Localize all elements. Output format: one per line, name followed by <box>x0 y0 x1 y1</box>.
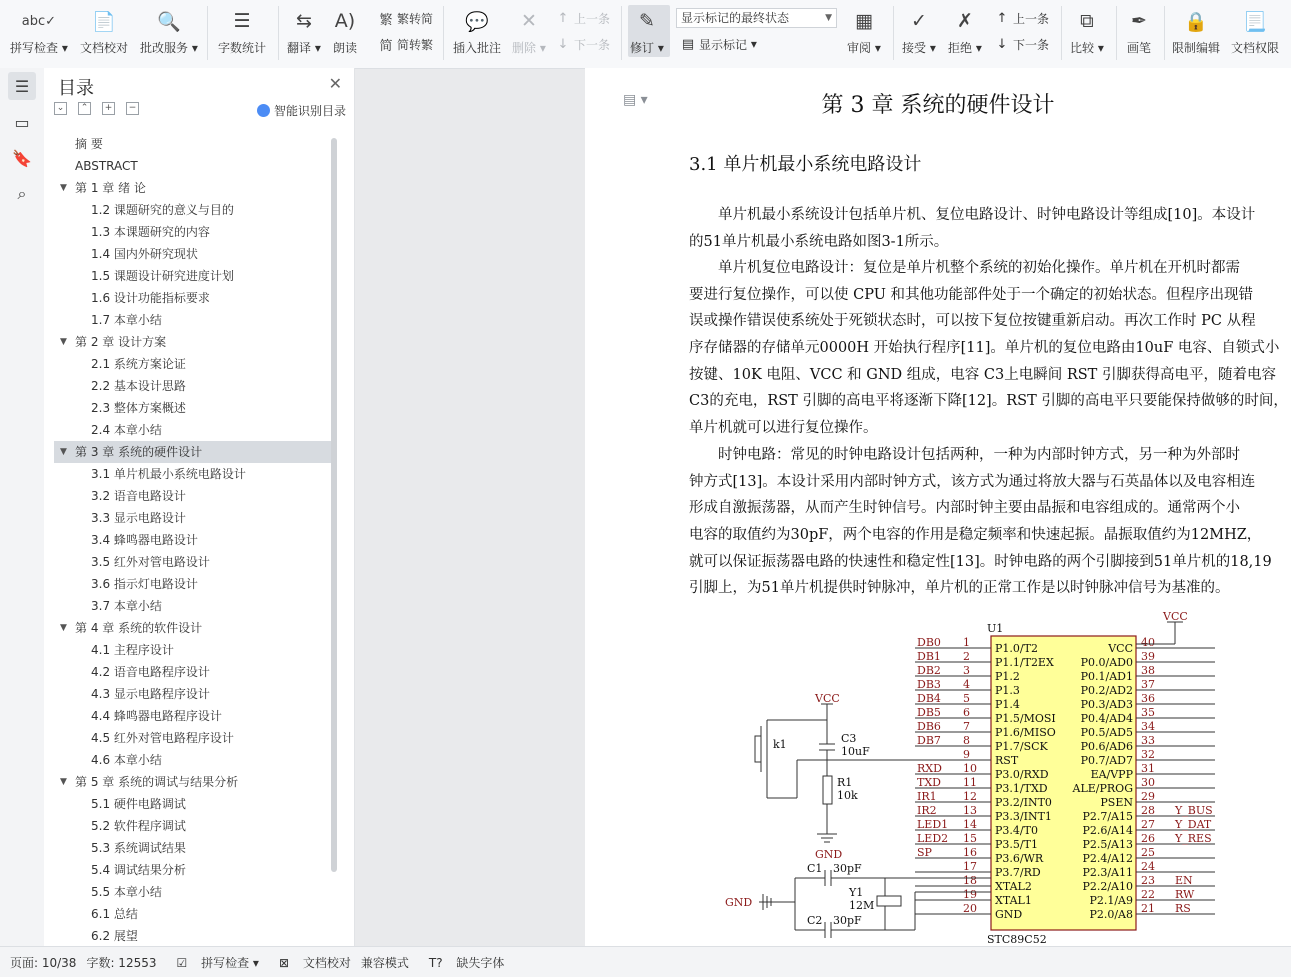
toc-item[interactable] <box>54 375 334 397</box>
simp-trad-icon: 简 <box>379 38 393 54</box>
pin-number: 5 <box>963 692 970 705</box>
proof-icon: ⊠ <box>278 955 290 970</box>
pin-number: 7 <box>963 720 970 733</box>
pin-number: 30 <box>1141 776 1155 789</box>
prev-comment-button[interactable]: ↑ 上一条 <box>555 8 610 28</box>
toc-item[interactable] <box>54 639 334 661</box>
toc-item-label: 5.4 调试结果分析 <box>91 863 186 877</box>
status-spellcheck[interactable]: ☑ 拼写检查 ▾ <box>176 955 259 970</box>
status-bar <box>0 946 1291 977</box>
pin-name: P0.3/AD3 <box>1080 698 1133 711</box>
comment-delete-icon: ✕ <box>520 10 537 32</box>
pin-number: 11 <box>963 776 977 789</box>
nav-rail <box>0 68 45 946</box>
document-page <box>585 68 1291 946</box>
toc-item[interactable] <box>54 903 334 925</box>
net-label: DB3 <box>917 678 941 691</box>
toc-item-label: 3.1 单片机最小系统电路设计 <box>91 467 246 481</box>
toc-scrollbar[interactable] <box>331 138 337 872</box>
toc-item-label: 2.2 基本设计思路 <box>91 379 186 393</box>
bookmark-icon[interactable]: 🔖 <box>12 148 32 168</box>
c1-label: C1 <box>807 862 823 875</box>
toc-item-label: 3.6 指示灯电路设计 <box>91 577 198 591</box>
toc-item-label: 第 5 章 系统的调试与结果分析 <box>75 775 239 789</box>
pin-number: 20 <box>963 902 977 915</box>
pin-number: 9 <box>963 748 970 761</box>
toc-item[interactable] <box>54 485 334 507</box>
pin-number: 37 <box>1141 678 1155 691</box>
net-label: LED2 <box>917 832 949 845</box>
pin-name: XTAL1 <box>995 894 1032 907</box>
toc-item-label: 4.6 本章小结 <box>91 753 162 767</box>
pin-name: P3.4/T0 <box>995 824 1038 837</box>
toc-item-label: 5.3 系统调试结果 <box>91 841 186 855</box>
close-icon[interactable]: ✕ <box>328 74 342 93</box>
pin-number: 26 <box>1141 832 1155 845</box>
pin-name: P3.2/INT0 <box>995 796 1052 809</box>
chevron-down-icon[interactable]: ▼ <box>60 447 67 457</box>
toc-item[interactable] <box>54 265 334 287</box>
toc-item-label: 3.7 本章小结 <box>91 599 162 613</box>
pin-name: P0.1/AD1 <box>1080 670 1133 683</box>
pin-name: P0.4/AD4 <box>1080 712 1133 725</box>
reject-icon: ✗ <box>956 10 973 32</box>
page-indicator[interactable]: 页面: 10/38 <box>10 955 77 970</box>
pin-name: P1.4 <box>995 698 1020 711</box>
accept-icon: ✓ <box>910 10 927 32</box>
y1-value: 12M <box>849 899 875 912</box>
insert-comment-button[interactable]: 💬 插入批注 <box>453 3 501 63</box>
toc-item-label: 摘 要 <box>75 137 103 151</box>
toc-item[interactable] <box>54 727 334 749</box>
toc-item[interactable] <box>54 529 334 551</box>
accept-button[interactable]: ✓ 接受 ▾ <box>902 3 936 63</box>
status-proof[interactable]: ⊠ 文档校对 <box>278 955 351 970</box>
next-change-icon: ↓ <box>996 36 1008 52</box>
prev-change-icon: ↑ <box>996 10 1008 26</box>
trad-simp-icon: 繁 <box>379 12 393 28</box>
check-icon: ☑ <box>176 955 188 970</box>
doc-proof-icon: 📄 <box>92 10 116 33</box>
compat-mode: 兼容模式 <box>360 955 409 970</box>
gnd-label-clock: GND <box>725 896 753 909</box>
toc-item-label: 2.4 本章小结 <box>91 423 162 437</box>
net-label: RS <box>1175 902 1191 915</box>
net-label: Y_DAT <box>1175 818 1212 831</box>
pin-number: 8 <box>963 734 970 747</box>
reject-button[interactable]: ✗ 拒绝 ▾ <box>948 3 982 63</box>
paragraph-line: 钟方式[13]。本设计采用内部时钟方式，该方式为通过将放大器与石英晶体以及电容相连 <box>689 473 1256 490</box>
restrict-edit-button[interactable]: 🔒 限制编辑 <box>1172 3 1220 63</box>
toc-item[interactable] <box>54 771 334 793</box>
pin-number: 21 <box>1141 902 1155 915</box>
paragraph-line: 要进行复位操作，可以使 CPU 和其他功能部件处于一个确定的初始状态。但程序出现错 <box>689 286 1254 303</box>
pin-name: P1.6/MISO <box>995 726 1056 739</box>
toc-item-label: 2.1 系统方案论证 <box>91 357 186 371</box>
toc-item[interactable] <box>54 837 334 859</box>
toc-item[interactable] <box>54 551 334 573</box>
pin-name: P2.5/A13 <box>1082 838 1133 851</box>
lock-doc-icon: 🔒 <box>1184 10 1208 33</box>
toc-item[interactable] <box>54 617 334 639</box>
toc-item-label: 4.1 主程序设计 <box>91 643 174 657</box>
toc-title: 目录 <box>58 78 94 99</box>
pin-number: 6 <box>963 706 970 719</box>
pin-name: P2.0/A8 <box>1089 908 1133 921</box>
crystal-y1 <box>877 896 901 906</box>
compare-button[interactable]: ⧉ 比较 ▾ <box>1070 3 1104 63</box>
toc-item-label: 2.3 整体方案概述 <box>91 401 186 415</box>
toc-item[interactable] <box>54 661 334 683</box>
review-pane-button[interactable]: ▦ 审阅 ▾ <box>847 3 881 63</box>
chevron-down-icon: ▼ <box>825 13 832 23</box>
chevron-down-icon[interactable]: ▼ <box>60 183 67 193</box>
toc-item[interactable] <box>54 221 334 243</box>
net-label: EN <box>1175 874 1193 887</box>
toc-item[interactable] <box>54 881 334 903</box>
toc-item[interactable] <box>54 705 334 727</box>
net-label: RW <box>1175 888 1195 901</box>
pin-name: P2.1/A9 <box>1089 894 1133 907</box>
prev-change-button[interactable]: ↑ 上一条 <box>994 8 1049 28</box>
reset-key <box>755 736 761 762</box>
toc-item[interactable] <box>54 441 334 463</box>
pin-name: GND <box>995 908 1023 921</box>
next-comment-button[interactable]: ↓ 下一条 <box>555 34 610 54</box>
paragraph-line: 按键、10K 电阻、VCC 和 GND 组成，电容 C3上电瞬间 RST 引脚获得高电平，随着电容 <box>689 366 1276 383</box>
toc-item[interactable] <box>54 507 334 529</box>
pin-name: VCC <box>1108 642 1133 655</box>
chevron-down-icon[interactable]: ▼ <box>60 337 67 347</box>
toc-item-label: ABSTRACT <box>75 159 138 173</box>
pin-number: 2 <box>963 650 970 663</box>
pin-name: P3.5/T1 <box>995 838 1038 851</box>
c2-label: C2 <box>807 914 823 927</box>
toc-item[interactable] <box>54 793 334 815</box>
toc-item-label: 4.4 蜂鸣器电路程序设计 <box>91 709 222 723</box>
net-label: DB6 <box>917 720 941 733</box>
chip-ref: U1 <box>987 622 1004 635</box>
toc-item-label: 1.3 本课题研究的内容 <box>91 225 210 239</box>
pin-name: P0.5/AD5 <box>1080 726 1133 739</box>
pen-icon: ✒ <box>1131 10 1147 32</box>
pin-name: P2.6/A14 <box>1082 824 1133 837</box>
pin-number: 33 <box>1141 734 1155 747</box>
paragraph-line: 单片机就可以进行复位操作。 <box>689 420 878 437</box>
delete-comment-button[interactable]: ✕ 删除 ▾ <box>512 3 546 63</box>
paragraph-line: 就可以保证振荡器电路的快速性和稳定性[13]。时钟电路的两个引脚接到51单片机的18,19 <box>689 553 1272 570</box>
pin-number: 35 <box>1141 706 1155 719</box>
pin-number: 24 <box>1141 860 1155 873</box>
pin-number: 34 <box>1141 720 1155 733</box>
show-markup-icon: ▤ <box>681 36 695 52</box>
ribbon-toolbar <box>0 0 1291 69</box>
pin-name: P2.3/A11 <box>1082 866 1133 879</box>
add-heading-icon[interactable]: + <box>102 102 115 115</box>
review-service-button[interactable]: 🔍 批改服务 ▾ <box>140 3 198 63</box>
smart-toc-button[interactable]: 智能识别目录 <box>257 102 346 119</box>
y1-label: Y1 <box>849 886 864 899</box>
toc-item-label: 1.7 本章小结 <box>91 313 162 327</box>
ink-button[interactable]: ✒ 画笔 <box>1126 3 1152 63</box>
simp-to-trad-button[interactable]: 简 简转繁 <box>378 34 433 54</box>
pin-number: 1 <box>963 636 970 649</box>
read-aloud-button[interactable]: A) 朗读 <box>332 3 358 63</box>
chip-name: STC89C52 <box>987 933 1047 946</box>
vcc-label-right: VCC <box>1163 610 1188 623</box>
r1-value: 10k <box>837 789 858 802</box>
pin-name: P1.2 <box>995 670 1020 683</box>
read-aloud-icon: A) <box>334 10 356 32</box>
pin-number: 4 <box>963 678 970 691</box>
pin-number: 27 <box>1141 818 1155 831</box>
chevron-down-icon[interactable]: ▼ <box>60 777 67 787</box>
pin-number: 15 <box>963 832 977 845</box>
paragraph-line: 误或操作错误使系统处于死锁状态时，可以按下复位按键重新启动。再次工作时 PC 从程 <box>689 313 1256 330</box>
toc-item-label: 1.4 国内外研究现状 <box>91 247 198 261</box>
toc-item-label: 3.3 显示电路设计 <box>91 511 186 525</box>
toc-list <box>54 133 334 945</box>
section-title: 3.1 单片机最小系统电路设计 <box>689 154 922 175</box>
toc-item[interactable] <box>54 199 334 221</box>
c3-value: 10uF <box>841 745 870 758</box>
toc-item[interactable] <box>54 331 334 353</box>
paragraph-line: 引脚上，为51单片机提供时钟脉冲，单片机的正常工作是以时钟脉冲信号为基准的。 <box>689 580 1230 597</box>
pin-name: P0.0/AD0 <box>1080 656 1133 669</box>
review-service-icon: 🔍 <box>157 10 181 33</box>
pin-name: P0.2/AD2 <box>1080 684 1133 697</box>
toc-item-label: 3.5 红外对管电路设计 <box>91 555 210 569</box>
section-panel-icon[interactable]: ▭ <box>14 112 30 132</box>
pin-name: P1.7/SCK <box>995 740 1048 753</box>
net-label: RXD <box>917 762 942 775</box>
pin-name: XTAL2 <box>995 880 1032 893</box>
paragraph-line: 序存储器的存储单元0000H 开始执行程序[11]。单片机的复位电路由10uF 电容、自锁式小 <box>689 340 1280 357</box>
net-label: SP <box>917 846 932 859</box>
review-pane-icon: ▦ <box>854 10 873 32</box>
toc-item[interactable] <box>54 177 334 199</box>
font-icon: T? <box>428 955 443 970</box>
pin-name: P0.7/AD7 <box>1080 754 1133 767</box>
pin-number: 16 <box>963 846 977 859</box>
pin-number: 22 <box>1141 888 1155 901</box>
toc-item-label: 4.3 显示电路程序设计 <box>91 687 210 701</box>
toc-item-label: 6.1 总结 <box>91 907 138 921</box>
paragraph-1 <box>689 202 1291 255</box>
pin-number: 14 <box>963 818 977 831</box>
net-label: DB5 <box>917 706 941 719</box>
pin-number: 38 <box>1141 664 1155 677</box>
toc-item[interactable] <box>54 749 334 771</box>
k1-label: k1 <box>773 738 787 751</box>
pin-number: 13 <box>963 804 977 817</box>
c3-label: C3 <box>841 732 857 745</box>
toc-item[interactable] <box>54 573 334 595</box>
net-label: Y_RES <box>1175 832 1212 845</box>
doc-rights-icon: 📃 <box>1243 10 1267 33</box>
paragraph-line: 电容的取值约为30pF，两个电容的作用是稳定频率和快速起振。晶振取值约为12MHZ， <box>689 527 1262 544</box>
toc-panel <box>44 68 355 946</box>
pin-name: P2.4/A12 <box>1082 852 1133 865</box>
gnd-label-reset: GND <box>815 848 843 861</box>
net-label: DB2 <box>917 664 941 677</box>
pin-number: 18 <box>963 874 977 887</box>
toc-item-label: 3.2 语音电路设计 <box>91 489 186 503</box>
toc-item[interactable] <box>54 243 334 265</box>
paragraph-line: C3的充电，RST 引脚的高电平将逐渐下降[12]。RST 引脚的高电平只要能保持做够的时间， <box>689 393 1288 410</box>
pin-number: 29 <box>1141 790 1155 803</box>
paragraph-line: 单片机复位电路设计：复位是单片机整个系统的初始化操作。单片机在开机时都需 <box>689 260 1240 276</box>
toc-item-label: 第 2 章 设计方案 <box>75 335 167 349</box>
toc-panel-icon[interactable]: ☰ <box>8 72 36 100</box>
spellcheck-icon: abc✓ <box>21 13 57 29</box>
net-label: LED1 <box>917 818 949 831</box>
toc-item-label: 1.6 设计功能指标要求 <box>91 291 210 305</box>
toc-item[interactable] <box>54 925 334 945</box>
paragraph-line: 形成自激振荡器，从而产生时钟信号。内部时钟主要由晶振和电容组成的。通常两个小 <box>689 500 1240 517</box>
missing-font[interactable]: T? 缺失字体 <box>428 955 505 970</box>
toc-item[interactable] <box>54 463 334 485</box>
page-menu-icon[interactable]: ▤ ▾ <box>623 92 648 108</box>
toc-item[interactable] <box>54 419 334 441</box>
vcc-label-left: VCC <box>815 692 840 705</box>
toc-item-label: 5.1 硬件电路调试 <box>91 797 186 811</box>
next-comment-icon: ↓ <box>557 36 569 52</box>
toc-item[interactable] <box>54 397 334 419</box>
paragraph-line: 单片机最小系统设计包括单片机、复位电路设计、时钟电路设计等组成[10]。本设计 <box>689 207 1256 223</box>
pin-number: 17 <box>963 860 977 873</box>
search-icon[interactable]: ⌕ <box>17 184 27 203</box>
pin-name: PSEN <box>1100 796 1133 809</box>
pin-number: 19 <box>963 888 977 901</box>
prev-comment-icon: ↑ <box>557 10 569 26</box>
track-changes-button[interactable]: ✎ 修订 ▾ <box>630 3 664 63</box>
toc-item-label: 1.2 课题研究的意义与目的 <box>91 203 234 217</box>
pin-number: 25 <box>1141 846 1155 859</box>
paragraph-2 <box>689 255 1291 442</box>
toc-item[interactable] <box>54 155 334 177</box>
remove-heading-icon[interactable]: − <box>126 102 139 115</box>
c2-value: 30pF <box>833 914 862 927</box>
toc-item-label: 1.5 课题设计研究进度计划 <box>91 269 234 283</box>
toc-item-label: 第 3 章 系统的硬件设计 <box>75 445 203 459</box>
toc-item-label: 6.2 展望 <box>91 929 138 943</box>
word-count-button[interactable]: ☰ 字数统计 <box>218 3 266 63</box>
pin-number: 12 <box>963 790 977 803</box>
doc-proof-button[interactable]: 📄 文档校对 <box>80 3 128 63</box>
chapter-title: 第 3 章 系统的硬件设计 <box>821 93 1055 118</box>
expand-up-icon[interactable]: ⌃ <box>78 102 91 115</box>
toc-item[interactable] <box>54 353 334 375</box>
compare-icon: ⧉ <box>1080 10 1094 32</box>
translate-button[interactable]: ⇆ 翻译 ▾ <box>287 3 321 63</box>
pin-name: EA/VPP <box>1090 768 1133 781</box>
spellcheck-button[interactable]: abc✓ 拼写检查 ▾ <box>10 3 68 63</box>
net-label: TXD <box>917 776 941 789</box>
r1-label: R1 <box>837 776 853 789</box>
next-change-button[interactable]: ↓ 下一条 <box>994 34 1049 54</box>
pin-number: 39 <box>1141 650 1155 663</box>
doc-rights-button[interactable]: 📃 文档权限 <box>1231 3 1279 63</box>
toc-item[interactable] <box>54 859 334 881</box>
pin-number: 10 <box>963 762 977 775</box>
show-markup-button[interactable]: ▤ 显示标记 ▾ <box>681 36 757 52</box>
pin-name: RST <box>995 754 1019 767</box>
pin-name: P1.3 <box>995 684 1020 697</box>
pin-name: P3.1/TXD <box>995 782 1048 795</box>
paragraph-line: 的51单片机最小系统电路如图3-1所示。 <box>689 233 949 250</box>
toc-item-label: 5.5 本章小结 <box>91 885 162 899</box>
track-changes-icon: ✎ <box>638 10 655 32</box>
pin-name: P3.7/RD <box>995 866 1041 879</box>
toc-item[interactable] <box>54 287 334 309</box>
pin-name: P3.3/INT1 <box>995 810 1052 823</box>
pin-number: 40 <box>1141 636 1155 649</box>
net-label: Y_BUS <box>1175 804 1213 817</box>
pin-name: P3.0/RXD <box>995 768 1049 781</box>
pin-number: 36 <box>1141 692 1155 705</box>
toc-item-label: 第 1 章 绪 论 <box>75 181 146 195</box>
pin-number: 32 <box>1141 748 1155 761</box>
pin-name: P1.0/T2 <box>995 642 1038 655</box>
schematic-figure <box>715 608 1291 946</box>
chevron-down-icon[interactable]: ▼ <box>60 623 67 633</box>
word-count-indicator[interactable]: 字数: 12553 <box>86 955 157 970</box>
net-label: DB7 <box>917 734 941 747</box>
net-label: IR2 <box>917 804 937 817</box>
toc-item-label: 4.5 红外对管电路程序设计 <box>91 731 234 745</box>
net-label: DB4 <box>917 692 941 705</box>
pin-name: P2.7/A15 <box>1082 810 1133 823</box>
pin-number: 3 <box>963 664 970 677</box>
toc-item-label: 第 4 章 系统的软件设计 <box>75 621 203 635</box>
r1-resistor <box>823 776 832 804</box>
net-label: DB1 <box>917 650 941 663</box>
pin-name: P3.6/WR <box>995 852 1044 865</box>
word-count-icon: ☰ <box>233 10 251 32</box>
markup-state-select[interactable]: 显示标记的最终状态 ▼ <box>676 8 837 28</box>
toc-item[interactable] <box>54 309 334 331</box>
comment-add-icon: 💬 <box>465 10 489 33</box>
toc-item[interactable] <box>54 595 334 617</box>
toc-item-label: 4.2 语音电路程序设计 <box>91 665 210 679</box>
collapse-all-icon[interactable]: ⌄ <box>54 102 67 115</box>
paragraph-3 <box>689 442 1291 602</box>
toc-item-label: 3.4 蜂鸣器电路设计 <box>91 533 198 547</box>
toc-item[interactable] <box>54 683 334 705</box>
pin-name: ALE/PROG <box>1072 782 1133 795</box>
pin-name: P2.2/A10 <box>1082 880 1133 893</box>
pin-name: P0.6/AD6 <box>1080 740 1133 753</box>
pin-number: 28 <box>1141 804 1155 817</box>
pin-name: P1.1/T2EX <box>995 656 1054 669</box>
net-label: DB0 <box>917 636 941 649</box>
smart-toc-icon <box>257 104 270 117</box>
net-label: IR1 <box>917 790 937 803</box>
paragraph-line: 时钟电路：常见的时钟电路设计包括两种，一种为内部时钟方式，另一种为外部时 <box>689 447 1240 463</box>
pin-number: 31 <box>1141 762 1155 775</box>
toc-item[interactable] <box>54 815 334 837</box>
trad-to-simp-button[interactable]: 繁 繁转简 <box>378 8 433 28</box>
pin-number: 23 <box>1141 874 1155 887</box>
toc-item[interactable] <box>54 133 334 155</box>
pin-name: P1.5/MOSI <box>995 712 1056 725</box>
toc-item-label: 5.2 软件程序调试 <box>91 819 186 833</box>
translate-icon: ⇆ <box>295 10 312 32</box>
c1-value: 30pF <box>833 862 862 875</box>
